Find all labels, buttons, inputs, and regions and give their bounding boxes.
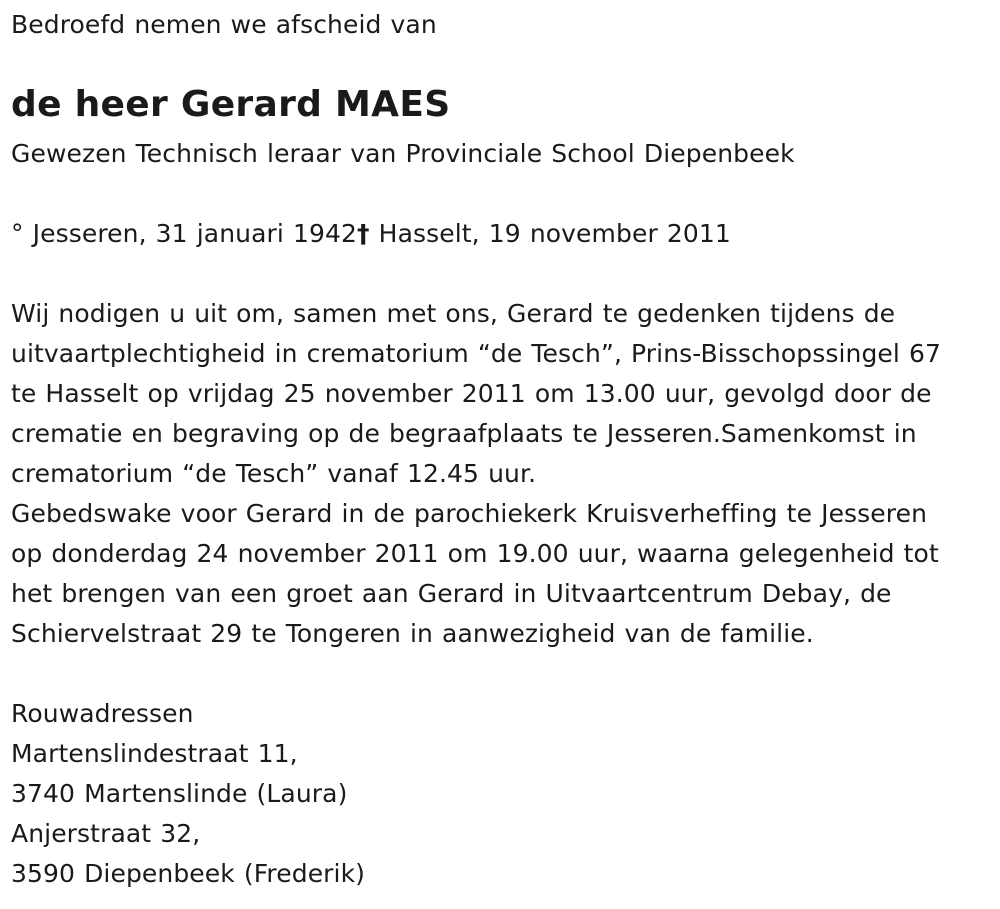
body-line: crematie en begraving op de begraafplaats te Jesseren.Samenkomst in	[11, 419, 917, 448]
address-line: 3590 Diepenbeek (Frederik)	[11, 859, 366, 888]
body-line: crematorium “de Tesch” vanaf 12.45 uur.	[11, 459, 537, 488]
addresses-heading: Rouwadressen	[11, 699, 194, 728]
body-line: Wij nodigen u uit om, samen met ons, Gerard te gedenken tijdens de	[11, 299, 896, 328]
body-line: op donderdag 24 november 2011 om 19.00 uur, waarna gelegenheid tot	[11, 539, 939, 568]
cross-icon: †	[357, 219, 370, 248]
address-line: Anjerstraat 32,	[11, 819, 201, 848]
address-line: Martenslindestraat 11,	[11, 739, 298, 768]
mourning-addresses	[11, 694, 365, 894]
address-line: 3740 Martenslinde (Laura)	[11, 779, 348, 808]
death-info: Hasselt, 19 november 2011	[369, 219, 731, 248]
body-line: het brengen van een groet aan Gerard in Uitvaartcentrum Debay, de	[11, 579, 892, 608]
body-line: Gebedswake voor Gerard in de parochiekerk Kruisverheffing te Jesseren	[11, 499, 928, 528]
ceremony-details	[11, 294, 941, 654]
life-dates	[11, 214, 731, 254]
body-line: uitvaartplechtigheid in crematorium “de Tesch”, Prins-Bisschopssingel 67	[11, 339, 941, 368]
body-line: te Hasselt op vrijdag 25 november 2011 om 13.00 uur, gevolgd door de	[11, 379, 932, 408]
deceased-role: Gewezen Technisch leraar van Provinciale School Diepenbeek	[11, 139, 795, 168]
body-line: Schiervelstraat 29 te Tongeren in aanwezigheid van de familie.	[11, 619, 814, 648]
deceased-name: de heer Gerard MAES	[11, 84, 451, 125]
intro-text: Bedroefd nemen we afscheid van	[11, 10, 437, 39]
birth-info: ° Jesseren, 31 januari 1942	[11, 219, 358, 248]
